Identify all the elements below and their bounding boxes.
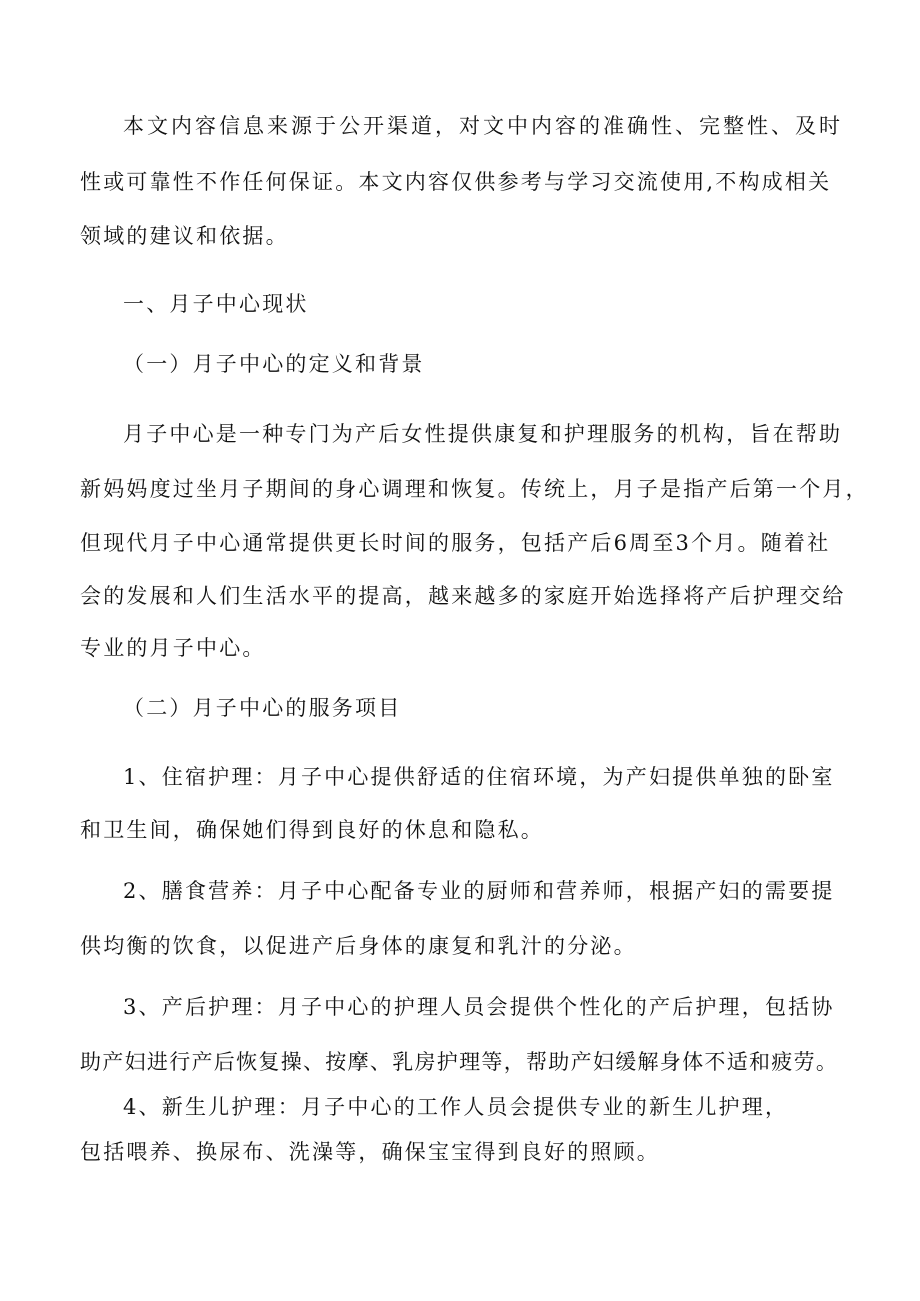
list-item-3-line-1: 3、产后护理：月子中心的护理人员会提供个性化的产后护理，包括协 — [123, 995, 835, 1019]
paragraph-1-line-2: 新妈妈度过坐月子期间的身心调理和恢复。传统上，月子是指产后第一个月， — [80, 477, 869, 501]
paragraph-1-line-1: 月子中心是一种专门为产后女性提供康复和护理服务的机构，旨在帮助 — [123, 422, 843, 446]
subsection-heading-2: （二）月子中心的服务项目 — [123, 696, 402, 720]
list-item-4-line-1: 4、新生儿护理：月子中心的工作人员会提供专业的新生儿护理， — [123, 1095, 789, 1119]
list-item-1-line-2: 和卫生间，确保她们得到良好的休息和隐私。 — [80, 818, 544, 842]
section-heading-1: 一、月子中心现状 — [123, 292, 309, 316]
list-item-1-line-1: 1、住宿护理：月子中心提供舒适的住宿环境，为产妇提供单独的卧室 — [123, 765, 835, 789]
disclaimer-line-3: 领域的建议和依据。 — [80, 224, 289, 248]
paragraph-1-line-5: 专业的月子中心。 — [80, 636, 266, 660]
list-item-2-line-2: 供均衡的饮食，以促进产后身体的康复和乳汁的分泌。 — [80, 934, 637, 958]
paragraph-1-line-4: 会的发展和人们生活水平的提高，越来越多的家庭开始选择将产后护理交给 — [80, 584, 846, 608]
subsection-heading-1: （一）月子中心的定义和背景 — [123, 352, 425, 376]
list-item-2-line-1: 2、膳食营养：月子中心配备专业的厨师和营养师，根据产妇的需要提 — [123, 879, 835, 903]
list-item-4-line-2: 包括喂养、换尿布、洗澡等，确保宝宝得到良好的照顾。 — [80, 1140, 660, 1164]
disclaimer-line-2: 性或可靠性不作任何保证。本文内容仅供参考与学习交流使用,不构成相关 — [80, 170, 832, 194]
paragraph-1-line-3: 但现代月子中心通常提供更长时间的服务，包括产后6周至3个月。随着社 — [80, 531, 831, 555]
disclaimer-line-1: 本文内容信息来源于公开渠道，对文中内容的准确性、完整性、及时 — [123, 114, 843, 138]
list-item-3-line-2: 助产妇进行产后恢复操、按摩、乳房护理等，帮助产妇缓解身体不适和疲劳。 — [80, 1050, 839, 1074]
